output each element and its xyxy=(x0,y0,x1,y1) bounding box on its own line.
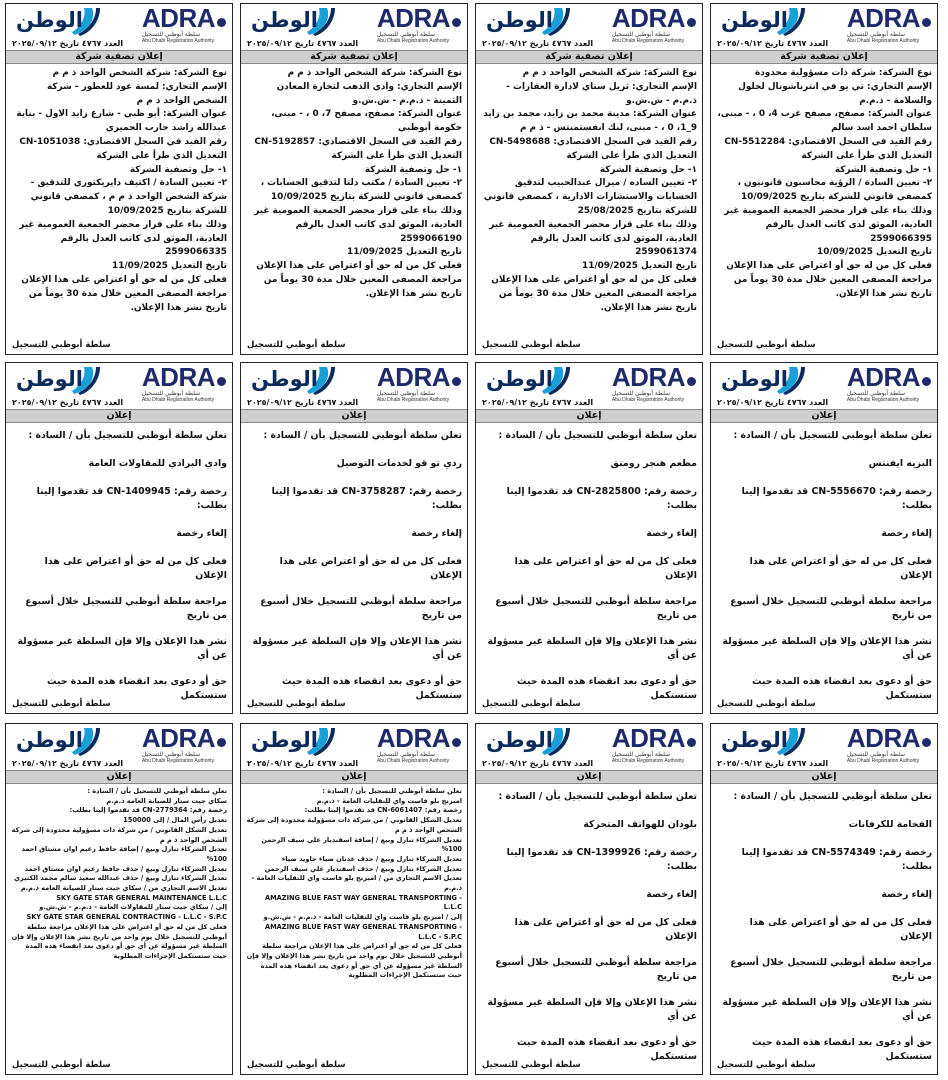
masthead xyxy=(6,724,232,770)
notice-footer: سلطة أبوظبي للتسجيل xyxy=(12,699,111,709)
adra-logo xyxy=(377,5,461,44)
notice-header: إعلان تصفية شركة xyxy=(6,50,232,64)
notice-header: إعلان xyxy=(476,770,702,784)
notice-line: عنوان الشركة: مدينة محمد بن زايد، محمد بن زايد 9_1، 0 ، - مبنى، لنك انفستمنتس - ذ م م xyxy=(483,109,697,134)
objection-line: فعلى كل من له حق أو اعتراض على هذا الإعلان xyxy=(749,556,932,581)
notice-line: تعلن سلطة أبوظبي للتسجيل بأن / السادة : xyxy=(322,787,462,795)
adra-arabic-name: سلطة أبوظبي للتسجيل xyxy=(846,390,906,397)
alwatan-logo xyxy=(482,726,570,756)
notice-line: الإسم التجاري: لمسة عود للعطور - شركة الشخص الواحد ذ م م xyxy=(46,81,227,106)
adra-logo xyxy=(847,5,931,44)
objection-line: مراجعة سلطة أبوظبي للتسجيل خلال أسبوع من تاريخ xyxy=(260,596,462,621)
adra-wordmark: ADRA xyxy=(846,3,920,33)
notice-header: إعلان xyxy=(711,409,937,423)
adra-english-name: Abu Dhabi Registration Authority xyxy=(846,397,920,403)
adra-dot-icon xyxy=(687,738,696,747)
objection-line: نشر هذا الإعلان وإلا فإن السلطة غير مسؤولة عن أي xyxy=(722,997,932,1022)
adra-dot-icon xyxy=(687,377,696,386)
notice-line: رقم القيد في السجل الاقتصادي: CN-5498688 xyxy=(489,136,697,147)
notice-line: رقم القيد في السجل الاقتصادي: CN-1051038 xyxy=(19,136,227,147)
adra-wordmark: ADRA xyxy=(141,362,215,392)
license-number: رخصة رقم: CN-5574349 قد تقدموا إلينا بطلب: xyxy=(741,847,932,872)
request-type: إلغاء رخصة xyxy=(411,528,462,539)
notice-body xyxy=(711,784,937,1075)
adra-logo xyxy=(847,364,931,403)
notice-line: تعديل الشكل القانوني / من شركة ذات مسؤولية محدودة إلى شركة الشخص الواحد ذ م م xyxy=(246,816,462,834)
notice-line: تعديل الشركاء تنازل وبيع / حذف عبدالله سعيد سالم محمد الكثيري xyxy=(13,874,227,883)
adra-logo xyxy=(612,5,696,44)
notice-footer: سلطة أبوظبي للتسجيل xyxy=(482,699,581,709)
notice-line: الإسم التجاري: تي يو في انترناشونال لحلول والسلامة - ذ.م.م xyxy=(738,81,932,106)
notice-line: تعديل الشركاء تنازل وبيع / حذف حافظ زعيم اوان مشتاق احمد xyxy=(24,864,227,873)
notice-line: نوع الشركة: شركة الشخص الواحد ذ م م xyxy=(52,68,227,78)
alwatan-wordmark: الوطن xyxy=(486,367,553,391)
masthead xyxy=(476,4,702,50)
liquidation-notice xyxy=(240,3,468,355)
notice-line: AMAZING BLUE FAST WAY GENERAL TRANSPORTING - L.L.C - S.P.C xyxy=(265,922,462,941)
adra-arabic-name: سلطة أبوظبي للتسجيل xyxy=(141,751,201,758)
adra-english-name: Abu Dhabi Registration Authority xyxy=(611,758,685,764)
notice-line: فعلى كل من له حق أو اعتراض على هذا الإعلان مراجعة سلطة أبوظبي للتسجيل خلال يوم واحد من تاريخ نشر هذا الإعلان وإلا فإن السلطة غير مسؤولة عن أي حق أو دعوى بعد انقضاء هذه المدة حيث ستستكمل الإجراءات المطلوبة xyxy=(11,922,227,960)
notice-body xyxy=(476,784,702,1075)
notice-line: ٢- تعيين الساده / ميرال عبدالحبيب لتدقيق الحسابات والاستشارات الادارية ، كمصفي قانوني للشركة بتاريخ 25/08/2025 xyxy=(483,178,697,216)
adra-logo xyxy=(612,364,696,403)
notice-line: رخصة رقم: CN-2779364 قد تقدموا إلينا بطلب: xyxy=(69,806,227,815)
notice-line: ١- حل وتصفية الشركة xyxy=(364,164,462,175)
masthead xyxy=(241,363,467,409)
alwatan-logo xyxy=(247,726,335,756)
notice-line: AMAZING BLUE FAST WAY GENERAL TRANSPORTING - L.L.C xyxy=(265,893,462,912)
adra-wordmark: ADRA xyxy=(141,723,215,753)
masthead xyxy=(711,724,937,770)
notice-footer: سلطة أبوظبي للتسجيل xyxy=(717,1060,816,1070)
objection-line: مراجعة سلطة أبوظبي للتسجيل خلال أسبوع من تاريخ xyxy=(25,596,227,621)
objection-line: حق أو دعوى بعد انقضاء هذه المدة حيث ستستكمل xyxy=(752,1037,932,1062)
alwatan-wordmark: الوطن xyxy=(721,728,788,752)
masthead xyxy=(241,724,467,770)
notice-intro: تعلن سلطة أبوظبي للتسجيل بأن / السادة : xyxy=(28,430,227,441)
adra-arabic-name: سلطة أبوظبي للتسجيل xyxy=(376,31,436,38)
license-number: رخصة رقم: CN-5556670 قد تقدموا إلينا بطلب: xyxy=(741,486,932,511)
notice-line: عنوان الشركة: مصفح، مصفح غرب 4، 0 ، - مبنى، سلطان احمد اسد سالم xyxy=(717,109,932,134)
masthead xyxy=(476,724,702,770)
notice-line: فعلى كل من له حق أو اعتراض على هذا الإعلان مراجعة المصفى المعين خلال مدة 30 يوماً من تاريخ نشر هذا الإعلان. xyxy=(726,261,932,299)
adra-wordmark: ADRA xyxy=(846,362,920,392)
issue-line: العدد ٤٧٦٧ تاريخ ٢٠٢٥/٠٩/١٢ xyxy=(482,759,594,768)
notice-line: ٢- تعيين السادة / اكتيف دايريكتوري للتدقيق - شركة الشخص الواحد ذ م م ، كمصفي قانوني للشركة بتاريخ 10/09/2025 xyxy=(30,178,227,216)
notice-header: إعلان تصفية شركة xyxy=(476,50,702,64)
adra-arabic-name: سلطة أبوظبي للتسجيل xyxy=(611,751,671,758)
adra-dot-icon xyxy=(922,377,931,386)
notice-line: ٢- تعيين السادة / مكتب دلتا لتدقيق الحسابات ، كمصفي قانوني للشركة بتاريخ 10/09/2025 xyxy=(260,178,462,203)
notice-line: الإسم التجاري: وادي الذهب لتجارة المعادن الثمينة - ذ.م.م - ش.ش.و xyxy=(276,81,462,106)
objection-line: حق أو دعوى بعد انقضاء هذه المدة حيث ستستكمل xyxy=(282,676,462,701)
masthead xyxy=(6,363,232,409)
notice-line: تعلن سلطة أبوظبي للتسجيل بأن / السادة : xyxy=(87,787,227,795)
adra-logo xyxy=(612,725,696,764)
adra-arabic-name: سلطة أبوظبي للتسجيل xyxy=(846,751,906,758)
issue-line: العدد ٤٧٦٧ تاريخ ٢٠٢٥/٠٩/١٢ xyxy=(247,759,359,768)
notice-line: عنوان الشركة: أبو ظبي - شارع زايد الاول - بناية عبدالله راشد حارب الحميري xyxy=(16,109,227,134)
notice-header: إعلان تصفية شركة xyxy=(241,50,467,64)
adra-dot-icon xyxy=(217,18,226,27)
license-cancel-notice xyxy=(240,362,468,714)
adra-wordmark: ADRA xyxy=(376,3,450,33)
notice-intro: تعلن سلطة أبوظبي للتسجيل بأن / السادة : xyxy=(733,791,932,802)
issue-line: العدد ٤٧٦٧ تاريخ ٢٠٢٥/٠٩/١٢ xyxy=(12,398,124,407)
adra-english-name: Abu Dhabi Registration Authority xyxy=(611,38,685,44)
notice-line: رقم القيد في السجل الاقتصادي: CN-5192857 xyxy=(254,136,462,147)
notice-line: وذلك بناء على قرار محضر الجمعية العمومية غير العادية، الموثق لدى كاتب العدل بالرقم 2599066190 xyxy=(254,205,462,244)
adra-english-name: Abu Dhabi Registration Authority xyxy=(611,397,685,403)
objection-line: مراجعة سلطة أبوظبي للتسجيل خلال أسبوع من تاريخ xyxy=(730,957,932,982)
alwatan-logo xyxy=(247,365,335,395)
alwatan-logo xyxy=(482,365,570,395)
masthead xyxy=(711,363,937,409)
objection-line: حق أو دعوى بعد انقضاء هذه المدة حيث ستستكمل xyxy=(47,676,227,701)
amendment-notice xyxy=(5,723,233,1075)
notice-line: إلى / سكاي جيت ستار للمقاولات العامة - ذ.م.م - ش.ش.و xyxy=(39,903,227,912)
notice-line: تعديل الشركاء تنازل وبيع / إضافة اسفنديار علي سيف الرحمن 100% xyxy=(261,835,462,854)
notice-footer: سلطة أبوظبي للتسجيل xyxy=(12,1060,111,1070)
notice-line: التعديل الذي طرأ على الشركة xyxy=(331,150,462,161)
objection-line: نشر هذا الإعلان وإلا فإن السلطة غير مسؤولة عن أي xyxy=(487,636,697,661)
issue-line: العدد ٤٧٦٧ تاريخ ٢٠٢٥/٠٩/١٢ xyxy=(717,398,829,407)
notice-line: وذلك بناء على قرار محضر الجمعية العمومية غير العادية، الموثق لدى كاتب العدل بالرقم 2599061374 xyxy=(489,219,697,258)
notice-body xyxy=(711,64,937,302)
objection-line: مراجعة سلطة أبوظبي للتسجيل خلال أسبوع من تاريخ xyxy=(495,596,697,621)
adra-logo xyxy=(377,364,461,403)
company-name: وادي البرادي للمقاولات العامة xyxy=(88,458,227,469)
notice-line: التعديل الذي طرأ على الشركة xyxy=(566,150,697,161)
company-name: الفخامة للكرفانات xyxy=(848,819,932,830)
notice-line: وذلك بناء على قرار محضر الجمعية العمومية غير العادية، الموثق لدى كاتب العدل بالرقم 2599066395 xyxy=(724,205,932,244)
notice-line: تعديل الشركاء تنازل وبيع / حذف عدنان ضياء جاويد ضياء xyxy=(281,854,462,863)
alwatan-wordmark: الوطن xyxy=(16,728,83,752)
adra-wordmark: ADRA xyxy=(141,3,215,33)
notice-header: إعلان xyxy=(476,409,702,423)
masthead xyxy=(241,4,467,50)
notice-line: الإسم التجاري: ثريل ستاي لادارة العقارات - ذ.م.م - ش.ش.و xyxy=(506,81,697,106)
license-number: رخصة رقم: CN-2825800 قد تقدموا إلينا بطلب: xyxy=(506,486,697,511)
notice-line: تاريخ التعديل 10/09/2025 xyxy=(817,247,932,258)
notice-footer: سلطة أبوظبي للتسجيل xyxy=(482,340,581,350)
adra-english-name: Abu Dhabi Registration Authority xyxy=(376,38,450,44)
alwatan-logo xyxy=(247,6,335,36)
notice-line: فعلى كل من له حق أو اعتراض على هذا الإعلان مراجعة سلطة أبوظبي للتسجيل خلال يوم واحد من تاريخ نشر هذا الإعلان وإلا فإن السلطة غير مسؤولة عن أي حق أو دعوى بعد انقضاء هذه المدة حيث ستستكمل الإجراءات المطلوبة xyxy=(246,942,462,980)
objection-line: نشر هذا الإعلان وإلا فإن السلطة غير مسؤولة عن أي xyxy=(252,636,462,661)
notice-body xyxy=(241,784,467,981)
notice-line: تاريخ التعديل 11/09/2025 xyxy=(347,247,462,258)
adra-wordmark: ADRA xyxy=(611,723,685,753)
objection-line: حق أو دعوى بعد انقضاء هذه المدة حيث ستستكمل xyxy=(517,1037,697,1062)
notice-line: تاريخ التعديل 11/09/2025 xyxy=(582,261,697,272)
company-name: البزيه ايفنتس xyxy=(868,458,932,469)
notice-body xyxy=(476,64,702,315)
alwatan-wordmark: الوطن xyxy=(721,8,788,32)
masthead xyxy=(711,4,937,50)
adra-arabic-name: سلطة أبوظبي للتسجيل xyxy=(611,31,671,38)
issue-line: العدد ٤٧٦٧ تاريخ ٢٠٢٥/٠٩/١٢ xyxy=(717,759,829,768)
notice-line: فعلى كل من له حق أو اعتراض على هذا الإعلان مراجعة المصفى المعين خلال مدة 30 يوماً من تاريخ نشر هذا الإعلان. xyxy=(491,274,697,313)
liquidation-notice xyxy=(475,3,703,355)
masthead xyxy=(6,4,232,50)
adra-logo xyxy=(142,5,226,44)
notice-footer: سلطة أبوظبي للتسجيل xyxy=(247,699,346,709)
alwatan-logo xyxy=(482,6,570,36)
notice-line: نوع الشركة: شركة الشخص الواحد ذ م م xyxy=(287,68,462,78)
adra-wordmark: ADRA xyxy=(376,362,450,392)
notice-body xyxy=(241,64,467,302)
issue-line: العدد ٤٧٦٧ تاريخ ٢٠٢٥/٠٩/١٢ xyxy=(482,398,594,407)
objection-line: فعلى كل من له حق أو اعتراض على هذا الإعلان xyxy=(514,917,697,942)
adra-dot-icon xyxy=(922,18,931,27)
alwatan-logo xyxy=(12,6,100,36)
adra-wordmark: ADRA xyxy=(611,3,685,33)
notice-line: تعديل الاسم التجاري من / امبزنج بلو فاست واي للنقليات العامة - ذ.م.م xyxy=(251,874,462,893)
issue-line: العدد ٤٧٦٧ تاريخ ٢٠٢٥/٠٩/١٢ xyxy=(717,39,829,48)
alwatan-wordmark: الوطن xyxy=(251,8,318,32)
license-cancel-notice xyxy=(475,723,703,1075)
notice-line: ١- حل وتصفية الشركة xyxy=(834,164,932,175)
request-type: إلغاء رخصة xyxy=(646,889,697,900)
objection-line: حق أو دعوى بعد انقضاء هذه المدة حيث ستستكمل xyxy=(752,676,932,701)
notice-intro: تعلن سلطة أبوظبي للتسجيل بأن / السادة : xyxy=(733,430,932,441)
adra-dot-icon xyxy=(922,738,931,747)
notice-line: تعديل الشركاء تنازل وبيع / إضافة حافظ زعيم اوان مشتاق احمد 100% xyxy=(21,845,227,863)
license-number: رخصة رقم: CN-1409945 قد تقدموا إلينا بطلب: xyxy=(36,486,227,511)
request-type: إلغاء رخصة xyxy=(881,889,932,900)
adra-english-name: Abu Dhabi Registration Authority xyxy=(376,397,450,403)
notice-footer: سلطة أبوظبي للتسجيل xyxy=(247,340,346,350)
notice-line: التعديل الذي طرأ على الشركة xyxy=(801,150,932,161)
notice-line: التعديل الذي طرأ على الشركة xyxy=(96,150,227,161)
amendment-notice xyxy=(240,723,468,1075)
notice-line: تعديل الشكل القانوني / من شركة ذات مسؤولية محدودة إلى شركة الشخص الواحد ذ م م xyxy=(11,825,227,844)
adra-wordmark: ADRA xyxy=(846,723,920,753)
adra-wordmark: ADRA xyxy=(611,362,685,392)
notice-line: تاريخ التعديل 11/09/2025 xyxy=(112,261,227,272)
adra-arabic-name: سلطة أبوظبي للتسجيل xyxy=(376,390,436,397)
alwatan-wordmark: الوطن xyxy=(251,367,318,391)
notice-line: نوع الشركة: شركة الشخص الواحد ذ م م xyxy=(522,68,697,78)
objection-line: حق أو دعوى بعد انقضاء هذه المدة حيث ستستكمل xyxy=(517,676,697,701)
adra-dot-icon xyxy=(452,18,461,27)
notice-header: إعلان تصفية شركة xyxy=(711,50,937,64)
notice-body xyxy=(241,423,467,714)
adra-logo xyxy=(377,725,461,764)
objection-line: نشر هذا الإعلان وإلا فإن السلطة غير مسؤولة عن أي xyxy=(17,636,227,661)
objection-line: فعلى كل من له حق أو اعتراض على هذا الإعلان xyxy=(44,556,227,581)
adra-dot-icon xyxy=(217,738,226,747)
adra-dot-icon xyxy=(687,18,696,27)
objection-line: نشر هذا الإعلان وإلا فإن السلطة غير مسؤولة عن أي xyxy=(487,997,697,1022)
company-name: مطعم هنجر رومنق xyxy=(610,458,697,469)
notice-body xyxy=(6,784,232,962)
alwatan-logo xyxy=(717,365,805,395)
issue-line: العدد ٤٧٦٧ تاريخ ٢٠٢٥/٠٩/١٢ xyxy=(247,398,359,407)
license-cancel-notice xyxy=(5,362,233,714)
notice-line: إلى / امبزنج بلو فاست واي للنقليات العامة - ذ.م.م - ش.ش.و xyxy=(263,913,462,922)
notice-line: رقم القيد في السجل الاقتصادي: CN-5512284 xyxy=(724,136,932,147)
adra-arabic-name: سلطة أبوظبي للتسجيل xyxy=(376,751,436,758)
adra-english-name: Abu Dhabi Registration Authority xyxy=(141,38,215,44)
adra-arabic-name: سلطة أبوظبي للتسجيل xyxy=(141,31,201,38)
notice-body xyxy=(476,423,702,714)
notice-intro: تعلن سلطة أبوظبي للتسجيل بأن / السادة : xyxy=(498,791,697,802)
issue-line: العدد ٤٧٦٧ تاريخ ٢٠٢٥/٠٩/١٢ xyxy=(12,759,124,768)
notice-body xyxy=(6,423,232,714)
notice-intro: تعلن سلطة أبوظبي للتسجيل بأن / السادة : xyxy=(263,430,462,441)
notice-line: سكاي جيت ستار للصيانة العامه ذ.م.م xyxy=(106,796,227,805)
adra-dot-icon xyxy=(217,377,226,386)
notice-line: تعديل رأس المال / إلى 150000 xyxy=(123,816,227,825)
adra-english-name: Abu Dhabi Registration Authority xyxy=(376,758,450,764)
license-cancel-notice xyxy=(710,723,938,1075)
notice-line: SKY GATE STAR GENERAL MAINTENANCE L.L.C xyxy=(56,893,227,902)
notice-body xyxy=(711,423,937,714)
issue-line: العدد ٤٧٦٧ تاريخ ٢٠٢٥/٠٩/١٢ xyxy=(12,39,124,48)
notice-header: إعلان xyxy=(6,409,232,423)
alwatan-wordmark: الوطن xyxy=(486,728,553,752)
masthead xyxy=(476,363,702,409)
objection-line: مراجعة سلطة أبوظبي للتسجيل خلال أسبوع من تاريخ xyxy=(495,957,697,982)
adra-dot-icon xyxy=(452,377,461,386)
notice-line: تعديل الاسم التجاري من / سكاي جيت ستار للصيانة العامه ذ.م.م xyxy=(20,884,227,893)
issue-line: العدد ٤٧٦٧ تاريخ ٢٠٢٥/٠٩/١٢ xyxy=(247,39,359,48)
notice-header: إعلان xyxy=(241,409,467,423)
notice-line: فعلى كل من له حق أو اعتراض على هذا الإعلان مراجعة المصفى المعين خلال مدة 30 يوماً من تاريخ نشر هذا الإعلان. xyxy=(21,274,227,313)
alwatan-wordmark: الوطن xyxy=(16,8,83,32)
license-cancel-notice xyxy=(710,362,938,714)
license-cancel-notice xyxy=(475,362,703,714)
license-number: رخصة رقم: CN-3758287 قد تقدموا إلينا بطلب: xyxy=(271,486,462,511)
notice-footer: سلطة أبوظبي للتسجيل xyxy=(247,1060,346,1070)
notice-line: تعديل الشركاء تنازل وبيع / حذف اسفنديار علي سيف الرحمن xyxy=(264,864,462,873)
request-type: إلغاء رخصة xyxy=(646,528,697,539)
adra-logo xyxy=(142,364,226,403)
adra-english-name: Abu Dhabi Registration Authority xyxy=(141,758,215,764)
objection-line: فعلى كل من له حق أو اعتراض على هذا الإعلان xyxy=(279,556,462,581)
notice-footer: سلطة أبوظبي للتسجيل xyxy=(717,340,816,350)
alwatan-wordmark: الوطن xyxy=(16,367,83,391)
notice-header: إعلان xyxy=(241,770,467,784)
adra-dot-icon xyxy=(452,738,461,747)
notice-line: SKY GATE STAR GENERAL CONTRACTING - L.L.C - S.P.C xyxy=(26,913,227,922)
notice-line: عنوان الشركة: مصفح، مصفح 7، 0 ، - مبنى، حكومة أبوظبي xyxy=(271,109,462,134)
adra-logo xyxy=(142,725,226,764)
notice-line: وذلك بناء على قرار محضر الجمعية العمومية غير العادية، الموثق لدى كاتب العدل بالرقم 2599066335 xyxy=(19,219,227,258)
company-name: بلودان للهواتف المتحركة xyxy=(583,819,697,830)
notice-footer: سلطة أبوظبي للتسجيل xyxy=(482,1060,581,1070)
notice-intro: تعلن سلطة أبوظبي للتسجيل بأن / السادة : xyxy=(498,430,697,441)
notice-header: إعلان xyxy=(711,770,937,784)
notice-line: امبزنج بلو فاست واي للنقليات العامة - ذ.م.م xyxy=(316,796,462,805)
notice-header: إعلان xyxy=(6,770,232,784)
adra-english-name: Abu Dhabi Registration Authority xyxy=(846,758,920,764)
adra-arabic-name: سلطة أبوظبي للتسجيل xyxy=(846,31,906,38)
objection-line: نشر هذا الإعلان وإلا فإن السلطة غير مسؤولة عن أي xyxy=(722,636,932,661)
company-name: ردي تو قو لخدمات التوصيل xyxy=(336,458,462,469)
notice-line: رخصة رقم: CN-6061407 قد تقدموا إلينا بطلب: xyxy=(304,806,462,815)
liquidation-notice xyxy=(5,3,233,355)
objection-line: مراجعة سلطة أبوظبي للتسجيل خلال أسبوع من تاريخ xyxy=(730,596,932,621)
liquidation-notice xyxy=(710,3,938,355)
notice-line: نوع الشركة: شركة ذات مسؤولية محدودة xyxy=(754,68,932,78)
alwatan-wordmark: الوطن xyxy=(251,728,318,752)
adra-logo xyxy=(847,725,931,764)
notice-line: ٢- تعيين السادة / الرؤية محاسبون قانونيون ، كمصفي قانوني للشركة بتاريخ 10/09/2025 xyxy=(737,178,932,203)
notice-line: ١- حل وتصفية الشركة xyxy=(129,164,227,175)
notice-body xyxy=(6,64,232,315)
request-type: إلغاء رخصة xyxy=(881,528,932,539)
adra-english-name: Abu Dhabi Registration Authority xyxy=(141,397,215,403)
alwatan-logo xyxy=(717,6,805,36)
notice-line: ١- حل وتصفية الشركة xyxy=(599,164,697,175)
objection-line: فعلى كل من له حق أو اعتراض على هذا الإعلان xyxy=(749,917,932,942)
adra-arabic-name: سلطة أبوظبي للتسجيل xyxy=(141,390,201,397)
adra-arabic-name: سلطة أبوظبي للتسجيل xyxy=(611,390,671,397)
alwatan-logo xyxy=(12,365,100,395)
alwatan-wordmark: الوطن xyxy=(486,8,553,32)
objection-line: فعلى كل من له حق أو اعتراض على هذا الإعلان xyxy=(514,556,697,581)
notice-line: فعلى كل من له حق أو اعتراض على هذا الإعلان مراجعة المصفى المعين خلال مدة 30 يوماً من تاريخ نشر هذا الإعلان. xyxy=(256,261,462,299)
notice-footer: سلطة أبوظبي للتسجيل xyxy=(12,340,111,350)
adra-wordmark: ADRA xyxy=(376,723,450,753)
license-number: رخصة رقم: CN-1399926 قد تقدموا إلينا بطلب: xyxy=(506,847,697,872)
notice-footer: سلطة أبوظبي للتسجيل xyxy=(717,699,816,709)
alwatan-logo xyxy=(717,726,805,756)
issue-line: العدد ٤٧٦٧ تاريخ ٢٠٢٥/٠٩/١٢ xyxy=(482,39,594,48)
adra-english-name: Abu Dhabi Registration Authority xyxy=(846,38,920,44)
request-type: إلغاء رخصة xyxy=(176,528,227,539)
alwatan-logo xyxy=(12,726,100,756)
alwatan-wordmark: الوطن xyxy=(721,367,788,391)
